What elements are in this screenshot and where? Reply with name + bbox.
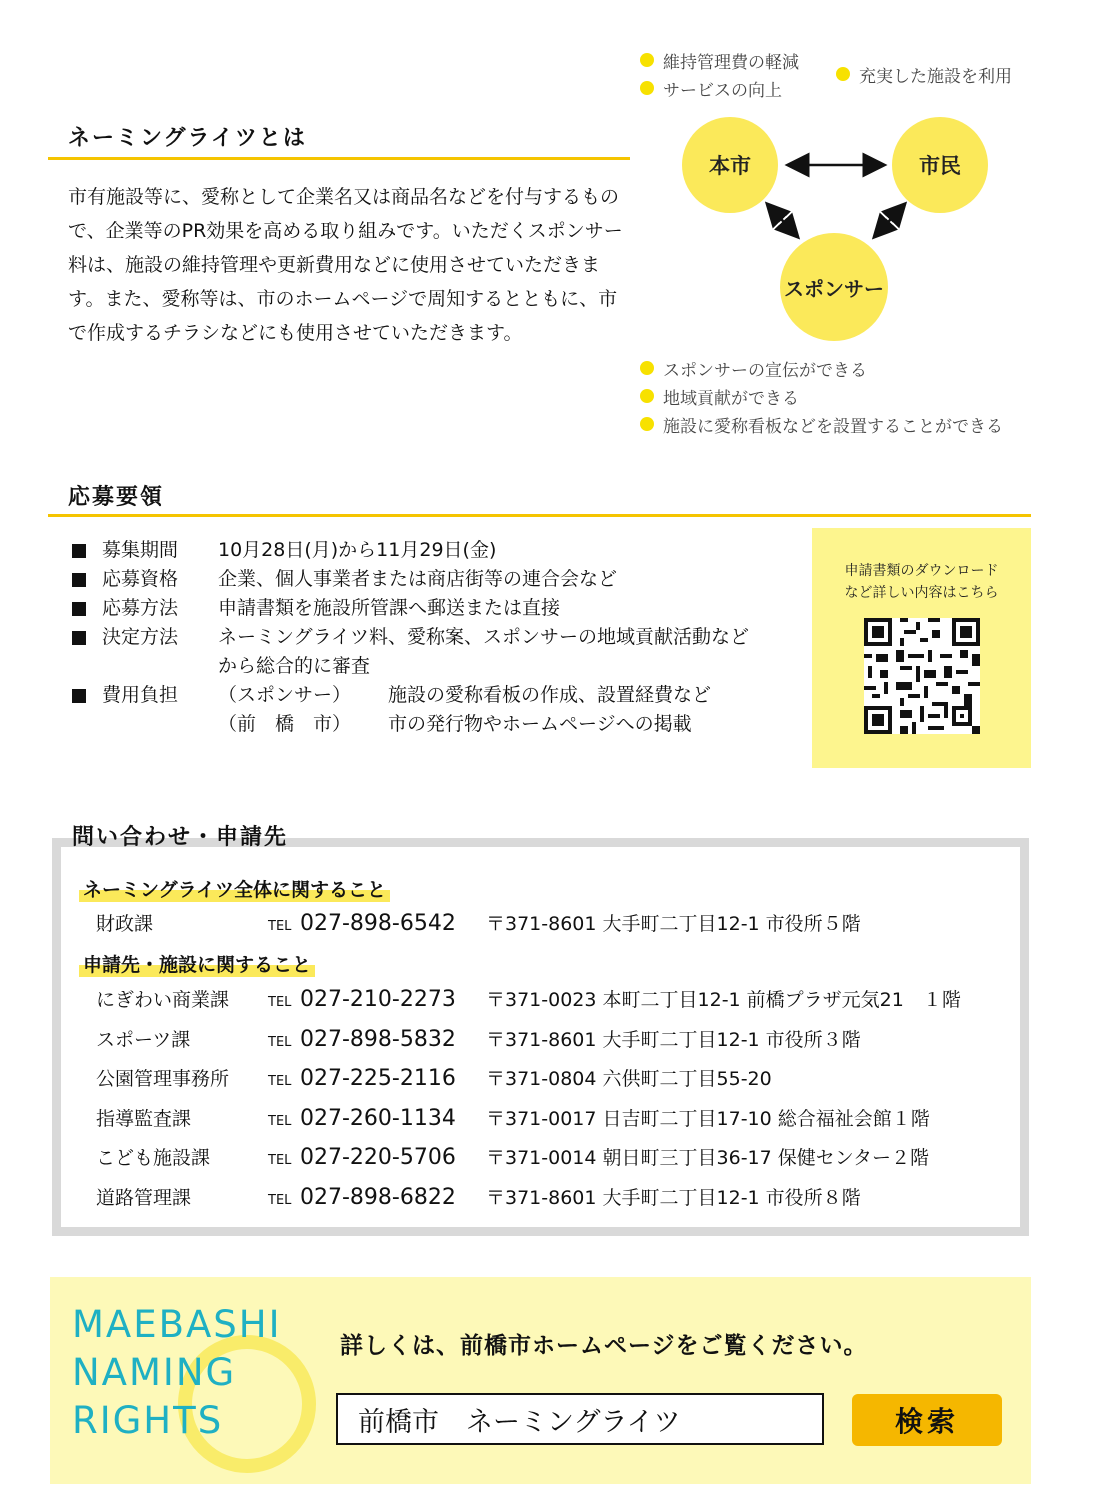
contact-row: 指導監査課 TEL 027-260-1134 〒371-0017 日吉町二丁目17-10 総合福祉会館１階 <box>96 1105 930 1131</box>
square-bullet-icon <box>72 689 86 703</box>
application-title: 応募要領 <box>68 485 165 510</box>
req-eligibility: 応募資格 企業、個人事業者または商店街等の連合会など <box>68 565 749 594</box>
contact-title: 問い合わせ・申請先 <box>72 825 289 850</box>
contact-row: 財政課 TEL 027-898-6542 〒371-8601 大手町二丁目12-1 市役所５階 <box>96 911 861 936</box>
footer-banner <box>50 1277 1031 1484</box>
contact-heading-facilities: 申請先・施設に関すること <box>79 950 315 977</box>
footer-lead: 詳しくは、前橋市ホームページをご覧ください。 <box>340 1333 868 1359</box>
application-list <box>68 536 749 739</box>
contact-box <box>52 838 1029 1236</box>
req-decision: 決定方法 ネーミングライツ料、愛称案、スポンサーの地域貢献活動など <box>68 623 749 652</box>
req-period: 募集期間 10月28日(月)から11月29日(金) <box>68 536 749 565</box>
bullet-dot-icon <box>640 53 654 67</box>
node-city: 本市 <box>682 117 778 213</box>
qr-text-2: など詳しい内容はこちら <box>844 585 999 601</box>
contact-row: 道路管理課 TEL 027-898-6822 〒371-8601 大手町二丁目12-1 市役所８階 <box>96 1184 861 1210</box>
arrow-citizens-sponsor <box>877 207 902 234</box>
benefit-item: 維持管理費の軽減 <box>640 46 799 74</box>
intro-rule <box>48 157 630 160</box>
contact-row: スポーツ課 TEL 027-898-5832 〒371-8601 大手町二丁目12-1 市役所３階 <box>96 1026 861 1052</box>
contact-row: こども施設課 TEL 027-220-5706 〒371-0014 朝日町三丁目36-17 保健センター２階 <box>96 1145 930 1171</box>
benefit-item: サービスの向上 <box>640 74 799 102</box>
req-cost: 費用負担 （スポンサー） 施設の愛称看板の作成、設置経費など <box>68 681 749 710</box>
contact-row: にぎわい商業課 TEL 027-210-2273 〒371-0023 本町二丁目12-1 前橋プラザ元気21 １階 <box>96 987 961 1012</box>
req-decision-cont: から総合的に審査 <box>218 655 371 677</box>
square-bullet-icon <box>72 573 86 587</box>
req-method: 応募方法 申請書類を施設所管課へ郵送または直接 <box>68 594 749 623</box>
intro-body: 市有施設等に、愛称として企業名又は商品名などを付与するもので、企業等のPR効果を高める取り組みです。いただくスポンサー料は、施設の維持管理や更新費用などに使用させていただきます。また、愛称等は、市のホームページで周知するとともに、市で作成するチラシなどにも使用させていただきます。 <box>68 186 623 344</box>
benefits-sponsor <box>640 354 1003 438</box>
benefit-item: スポンサーの宣伝ができる <box>640 354 1003 382</box>
intro-title: ネーミングライツとは <box>68 126 307 151</box>
benefit-item: 施設に愛称看板などを設置することができる <box>640 410 1003 438</box>
contact-list-general <box>96 909 861 949</box>
contact-list-facilities <box>96 985 961 1223</box>
arrow-city-sponsor <box>770 207 795 234</box>
qr-code-icon[interactable] <box>864 618 980 734</box>
node-sponsor: スポンサー <box>780 233 888 341</box>
search-button[interactable]: 検索 <box>852 1394 1002 1446</box>
application-rule <box>48 514 1031 517</box>
qr-panel <box>812 528 1031 768</box>
relationship-arrows <box>640 110 1040 250</box>
bullet-dot-icon <box>640 361 654 375</box>
node-citizens: 市民 <box>892 117 988 213</box>
search-input[interactable]: 前橋市 ネーミングライツ <box>336 1393 824 1445</box>
square-bullet-icon <box>72 631 86 645</box>
req-cost-city: （前 橋 市） 市の発行物やホームページへの掲載 <box>218 713 692 735</box>
square-bullet-icon <box>72 602 86 616</box>
maebashi-logo: MAEBASHI NAMING RIGHTS <box>72 1303 282 1442</box>
bullet-dot-icon <box>640 389 654 403</box>
bullet-dot-icon <box>836 67 850 81</box>
contact-heading-general: ネーミングライツ全体に関すること <box>79 875 390 902</box>
bullet-dot-icon <box>640 81 654 95</box>
benefit-item: 地域貢献ができる <box>640 382 1003 410</box>
benefit-citizens: 充実した施設を利用 <box>836 60 1012 88</box>
bullet-dot-icon <box>640 417 654 431</box>
contact-row: 公園管理事務所 TEL 027-225-2116 〒371-0804 六供町二丁目55-20 <box>96 1066 772 1092</box>
square-bullet-icon <box>72 544 86 558</box>
benefits-city <box>640 46 799 102</box>
qr-text-1: 申請書類のダウンロード <box>844 563 999 579</box>
